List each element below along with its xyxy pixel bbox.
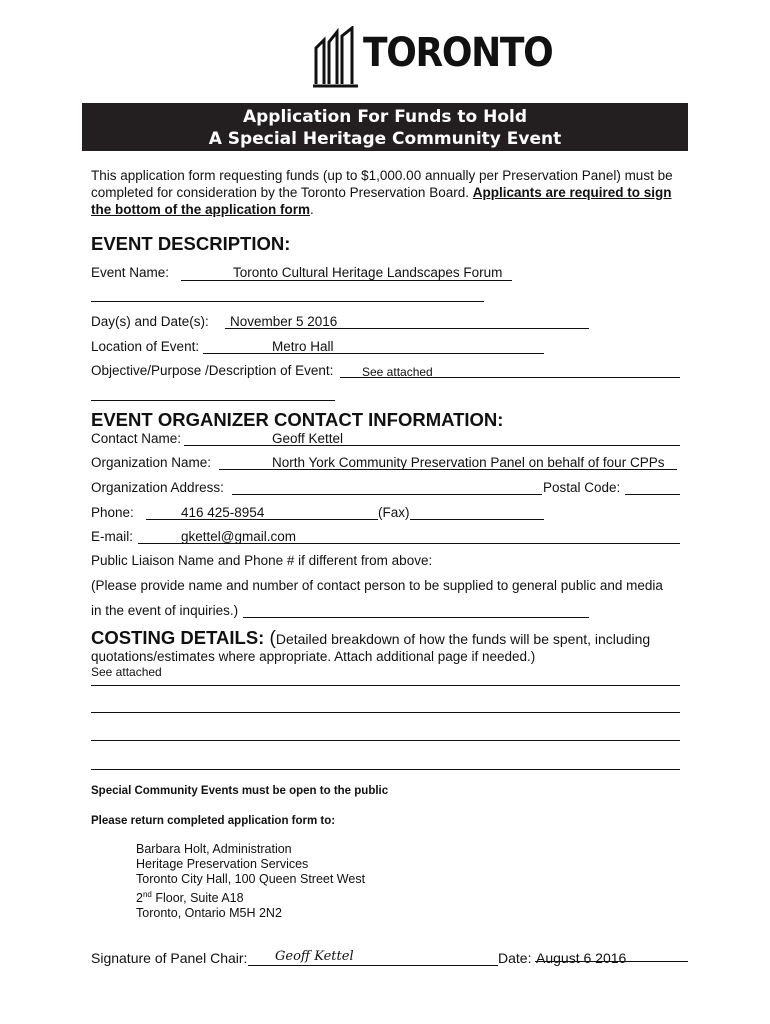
logo-wordmark: TORONTO xyxy=(363,30,553,76)
email-label: E-mail: xyxy=(91,529,134,544)
event-name-label: Event Name: xyxy=(91,265,170,280)
costing-paren: ( xyxy=(269,628,276,649)
signature-field[interactable]: Geoff Kettel xyxy=(275,949,354,964)
signature-label: Signature of Panel Chair: xyxy=(91,950,248,966)
liaison-label: Public Liaison Name and Phone # if different from above: xyxy=(91,553,433,568)
address-line: 2nd Floor, Suite A18 xyxy=(136,890,244,906)
event-name-continuation-line xyxy=(91,301,484,302)
signature-line xyxy=(248,965,498,966)
org-name-field[interactable]: North York Community Preservation Panel on behalf of four CPPs xyxy=(272,455,665,470)
address-line: Barbara Holt, Administration xyxy=(136,842,292,856)
costing-desc-line1: Detailed breakdown of how the funds will be spent, including xyxy=(275,631,651,647)
objective-continuation-line xyxy=(91,400,335,401)
dates-field[interactable]: November 5 2016 xyxy=(230,314,338,329)
form-title-banner xyxy=(82,103,688,151)
phone-label: Phone: xyxy=(91,505,134,520)
fax-field[interactable] xyxy=(410,519,544,520)
fax-label: (Fax) xyxy=(378,505,410,520)
phone-field[interactable]: 416 425-8954 xyxy=(181,505,265,520)
contact-name-label: Contact Name: xyxy=(91,431,182,446)
contact-name-line xyxy=(184,445,680,446)
inquiries-note: in the event of inquiries.) xyxy=(91,603,239,618)
costing-line[interactable] xyxy=(91,712,680,713)
dates-label: Day(s) and Date(s): xyxy=(91,314,209,329)
intro-paragraph xyxy=(91,167,691,218)
postal-code-label: Postal Code: xyxy=(543,480,621,495)
intro-emphasis: Applicants are required to sign the bottom of the application form xyxy=(91,185,672,217)
costing-desc-line2: quotations/estimates where appropriate. Attach additional page if needed.) xyxy=(91,649,536,664)
date-field[interactable]: August 6 2016 xyxy=(536,950,627,966)
liaison-field[interactable] xyxy=(243,617,589,618)
address-line: Toronto, Ontario M5H 2N2 xyxy=(136,906,282,921)
objective-label: Objective/Purpose /Description of Event: xyxy=(91,363,334,378)
open-public-note: Special Community Events must be open to the public xyxy=(91,785,389,797)
intro-end: . xyxy=(310,202,314,217)
costing-field[interactable]: See attached xyxy=(91,665,162,679)
event-name-field[interactable]: Toronto Cultural Heritage Landscapes Forum xyxy=(233,265,503,280)
costing-line[interactable] xyxy=(91,769,680,770)
location-label: Location of Event: xyxy=(91,339,200,354)
address-line: Toronto City Hall, 100 Queen Street West xyxy=(136,872,366,886)
email-field[interactable]: gkettel@gmail.com xyxy=(181,529,296,544)
costing-line[interactable] xyxy=(91,685,680,686)
org-address-field[interactable] xyxy=(232,494,542,495)
organizer-heading: EVENT ORGANIZER CONTACT INFORMATION: xyxy=(91,409,504,430)
org-address-label: Organization Address: xyxy=(91,480,224,495)
costing-title: COSTING DETAILS: xyxy=(91,627,265,648)
location-line xyxy=(203,353,544,354)
costing-line[interactable] xyxy=(91,740,680,741)
form-title-line2: A Special Heritage Community Event xyxy=(208,129,562,149)
contact-name-field[interactable]: Geoff Kettel xyxy=(272,431,344,446)
objective-field[interactable]: See attached xyxy=(362,365,433,379)
intro-text: This application form requesting funds (up to $1,000.00 annually per Preservation Panel) must be completed for consideration by the Toronto Preservation Board. xyxy=(91,168,673,200)
location-field[interactable]: Metro Hall xyxy=(272,339,334,354)
return-address xyxy=(136,842,365,921)
postal-code-field[interactable] xyxy=(625,494,680,495)
event-description-heading: EVENT DESCRIPTION: xyxy=(91,233,291,254)
return-to-note: Please return completed application form to: xyxy=(91,815,336,827)
form-title-line1: Application For Funds to Hold xyxy=(242,107,528,127)
costing-heading xyxy=(91,627,650,650)
org-name-label: Organization Name: xyxy=(91,455,212,470)
address-line: Heritage Preservation Services xyxy=(136,857,309,871)
provide-contact-note: (Please provide name and number of contact person to be supplied to general public and media xyxy=(91,578,663,593)
date-label: Date: xyxy=(498,950,532,966)
